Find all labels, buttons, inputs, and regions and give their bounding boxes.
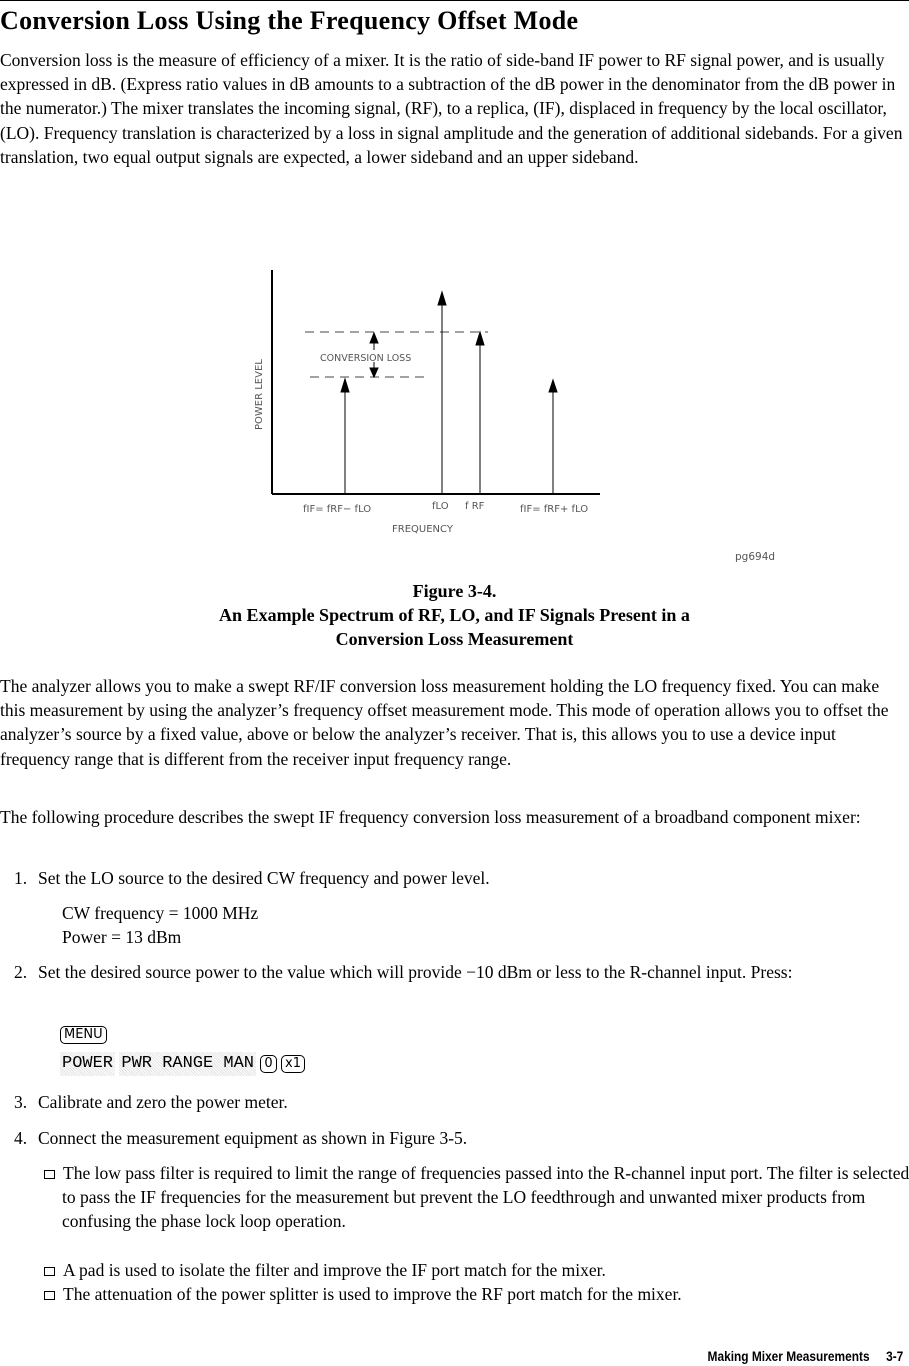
paragraph-3: The following procedure describes the swept IF frequency conversion loss measurement of a broadband component mixer: (0, 807, 861, 827)
y-axis-label: POWER LEVEL (254, 359, 265, 430)
bullet-item: A pad is used to isolate the filter and improve the IF port match for the mixer. (44, 1258, 606, 1282)
step-4-text: Connect the measurement equipment as shown in Figure 3-5. (38, 1128, 468, 1148)
bullet-item: The low pass filter is required to limit the range of frequencies passed into the R-channel input port. The filter is selected to pass the IF frequencies for the measurement but prevent the LO feedthrough and unwanted mixer products from confusing the phase lock loop operation. (44, 1161, 909, 1233)
label-lo: fLO (432, 501, 449, 512)
checkbox-bullet-icon (44, 1267, 55, 1276)
checkbox-bullet-icon (44, 1170, 55, 1179)
arrow-icon (549, 380, 557, 392)
step-4-number: 4. (14, 1128, 28, 1148)
figure-caption-2: Conversion Loss Measurement (335, 629, 574, 649)
section-title: Conversion Loss Using the Frequency Offset Mode (0, 6, 579, 35)
figure-id: pg694d (735, 551, 776, 563)
power-softkey[interactable]: POWER (60, 1052, 115, 1076)
arrow-icon (438, 292, 446, 305)
top-rule (0, 0, 909, 1)
arrow-icon (476, 332, 484, 345)
step-1-text: Set the LO source to the desired CW frequency and power level. (38, 868, 490, 888)
arrow-down-icon (370, 368, 378, 377)
arrow-up-icon (370, 333, 378, 343)
zero-key[interactable]: 0 (260, 1055, 276, 1073)
arrow-icon (341, 379, 349, 392)
cw-frequency: CW frequency = 1000 MHz (62, 903, 259, 923)
x-axis-label: FREQUENCY (392, 524, 453, 535)
power-value: Power = 13 dBm (62, 927, 182, 947)
pwr-range-man-softkey[interactable]: PWR RANGE MAN (119, 1052, 256, 1076)
page-footer: Making Mixer Measurements 3-7 (707, 1348, 903, 1364)
intro-paragraph: Conversion loss is the measure of efficiency of a mixer. It is the ratio of side-band IF power to RF signal power, and is usually expressed in dB. (Express ratio values in dB amounts to a subtraction of the dB power in the denominator from the dB power in the numerator.) The mixer translates the incoming signal, (RF), to a replica, (IF), displaced in frequency by the local oscillator, (LO). Frequency translation is characterized by a loss in signal amplitude and the generation of additional sidebands. For a given translation, two equal output signals are expected, a lower sideband and an upper sideband. (0, 50, 903, 167)
label-if-high: fIF= fRF+ fLO (520, 504, 589, 515)
label-rf: f RF (465, 501, 485, 512)
label-if-low: fIF= fRF− fLO (303, 504, 372, 515)
figure-caption-1: An Example Spectrum of RF, LO, and IF Signals Present in a (219, 605, 690, 625)
x1-key[interactable]: x1 (281, 1055, 305, 1073)
step-2-number: 2. (14, 962, 28, 982)
paragraph-2: The analyzer allows you to make a swept RF/IF conversion loss measurement holding the LO frequency fixed. You can make this measurement by using the analyzer’s frequency offset measurement mode. This mode of operation allows you to offset the analyzer’s source by a fixed value, above or below the analyzer’s receiver. That is, this allows you to use a device input frequency range that is different from the receiver input frequency range. (0, 676, 889, 769)
figure-number: Figure 3-4. (412, 581, 497, 601)
checkbox-bullet-icon (44, 1291, 55, 1300)
step-2-text: Set the desired source power to the value which will provide −10 dBm or less to the R-channel input. Press: (38, 962, 793, 982)
bullet-item: The attenuation of the power splitter is used to improve the RF port match for the mixer. (44, 1282, 682, 1306)
conversion-loss-label: CONVERSION LOSS (320, 353, 412, 364)
step-3-number: 3. (14, 1092, 28, 1112)
step-1-number: 1. (14, 868, 28, 888)
menu-key[interactable]: MENU (60, 1026, 107, 1044)
step-3-text: Calibrate and zero the power meter. (38, 1092, 288, 1112)
spectrum-figure (0, 250, 909, 570)
